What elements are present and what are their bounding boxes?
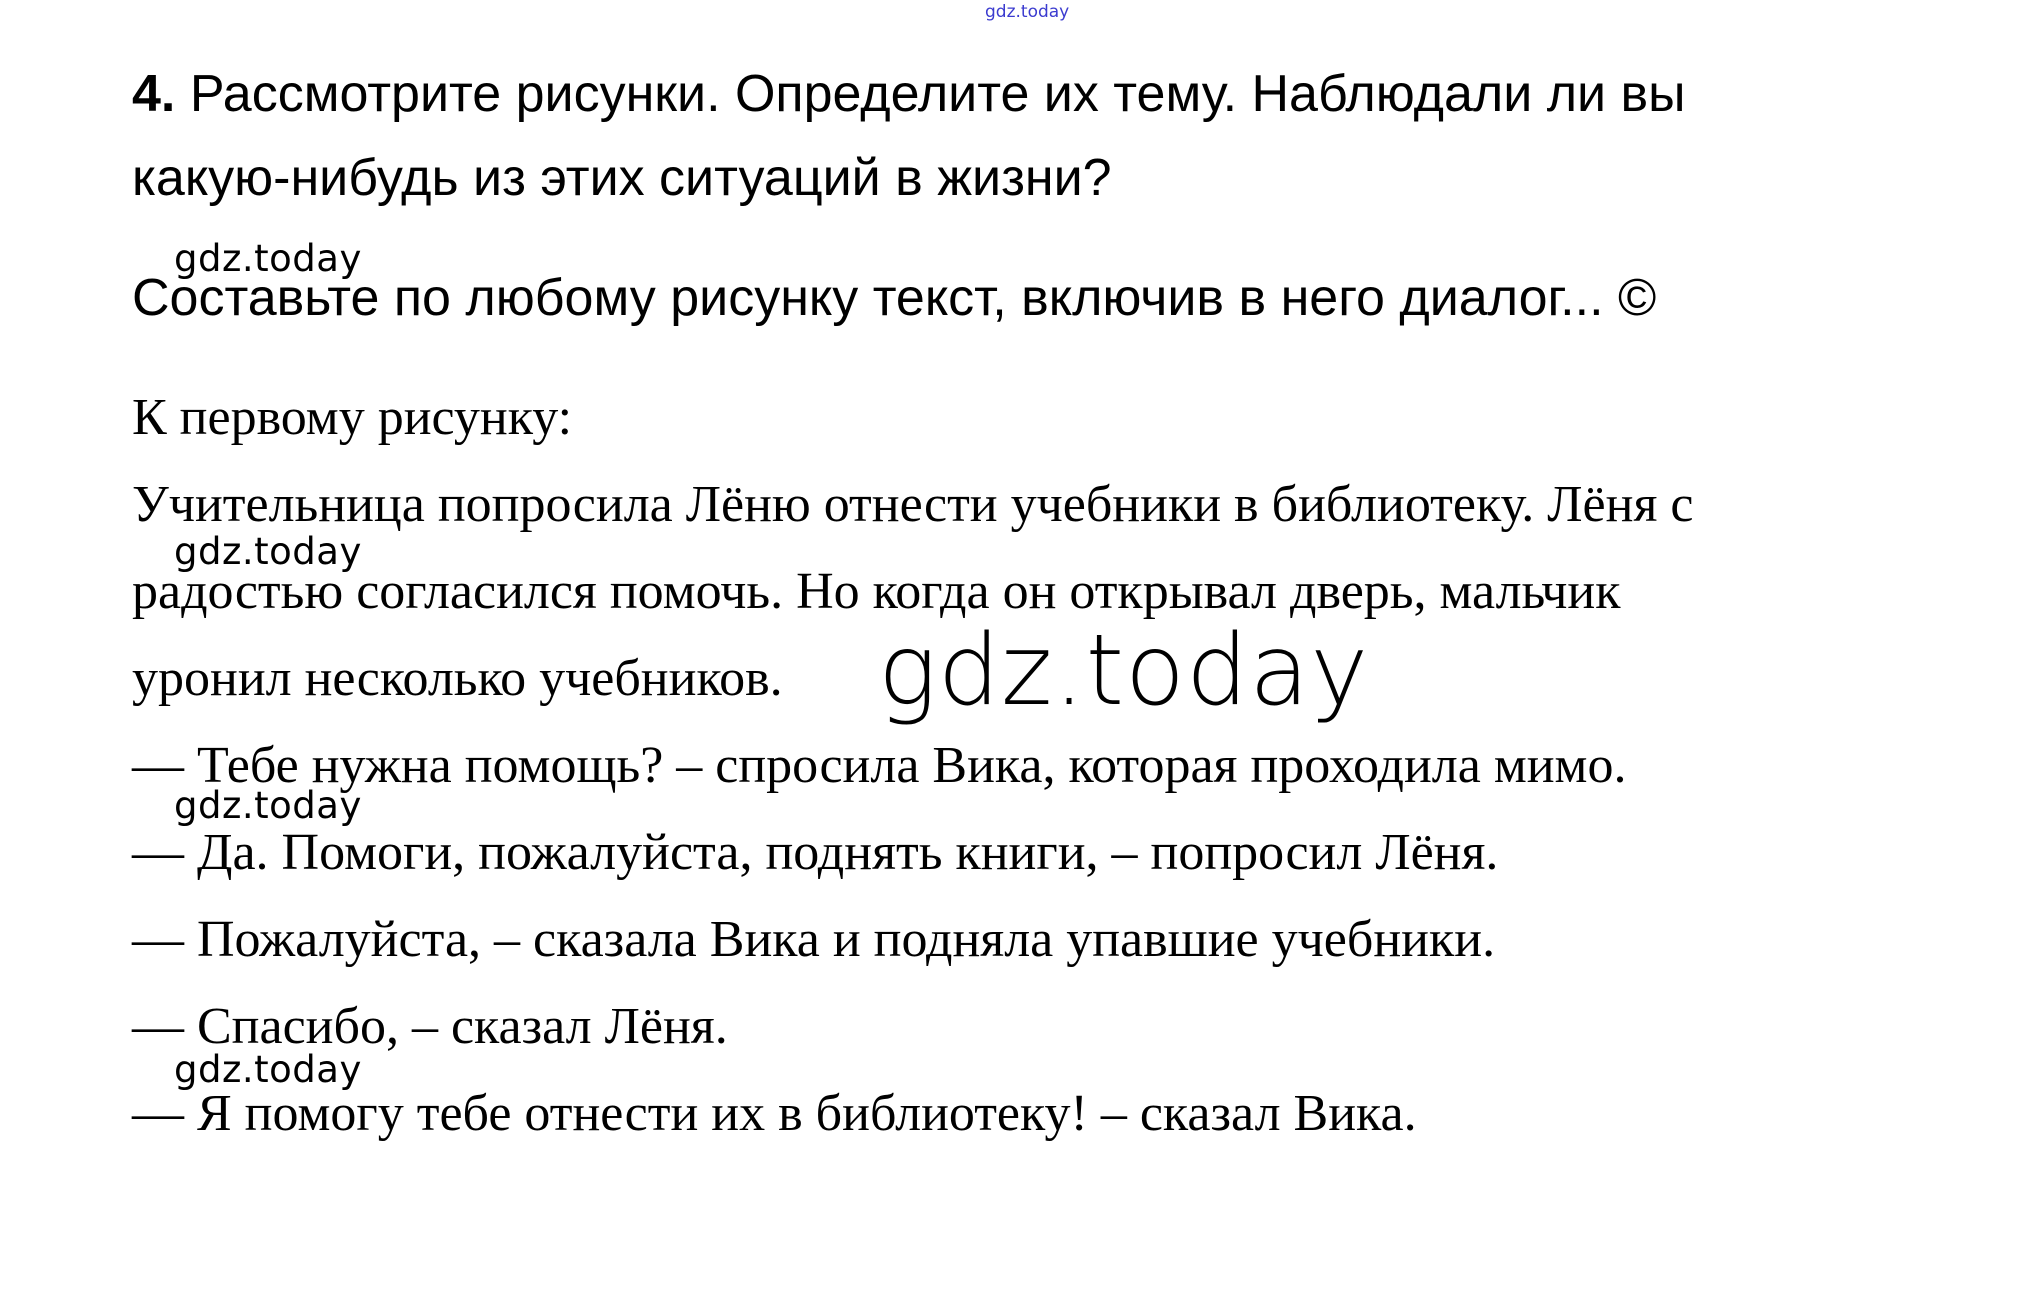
dialog-line-3: — Пожалуйста, – сказала Вика и подняла упавшие учебники.: [132, 911, 1496, 968]
watermark-small-3: gdz.today: [174, 784, 362, 827]
task-number: 4.: [132, 65, 176, 123]
task-line-1: [132, 65, 1686, 123]
watermark-small-4: gdz.today: [174, 1048, 362, 1091]
watermark-small-1: gdz.today: [174, 237, 362, 280]
watermark-top: gdz.today: [985, 2, 1070, 22]
answer-heading: К первому рисунку:: [132, 389, 573, 446]
answer-line-1: Учительница попросила Лёню отнести учебники в библиотеку. Лёня с: [132, 476, 1694, 533]
task-line-2: какую-нибудь из этих ситуаций в жизни?: [132, 149, 1112, 207]
answer-line-3: уронил несколько учебников.: [132, 650, 783, 707]
answer-line-2: радостью согласился помочь. Но когда он открывал дверь, мальчик: [132, 563, 1621, 620]
dialog-line-4: — Спасибо, – сказал Лёня.: [132, 998, 728, 1055]
dialog-line-2: — Да. Помоги, пожалуйста, поднять книги, – попросил Лёня.: [132, 824, 1499, 881]
dialog-line-1: — Тебе нужна помощь? – спросила Вика, которая проходила мимо.: [132, 737, 1627, 794]
watermark-small-2: gdz.today: [174, 530, 362, 573]
task-text-1: Рассмотрите рисунки. Определите их тему. Наблюдали ли вы: [175, 65, 1686, 123]
task-line-3: Составьте по любому рисунку текст, включив в него диалог... ©: [132, 269, 1657, 327]
watermark-big: gdz.today: [878, 614, 1370, 728]
dialog-line-5: — Я помогу тебе отнести их в библиотеку! – сказал Вика.: [132, 1085, 1417, 1142]
